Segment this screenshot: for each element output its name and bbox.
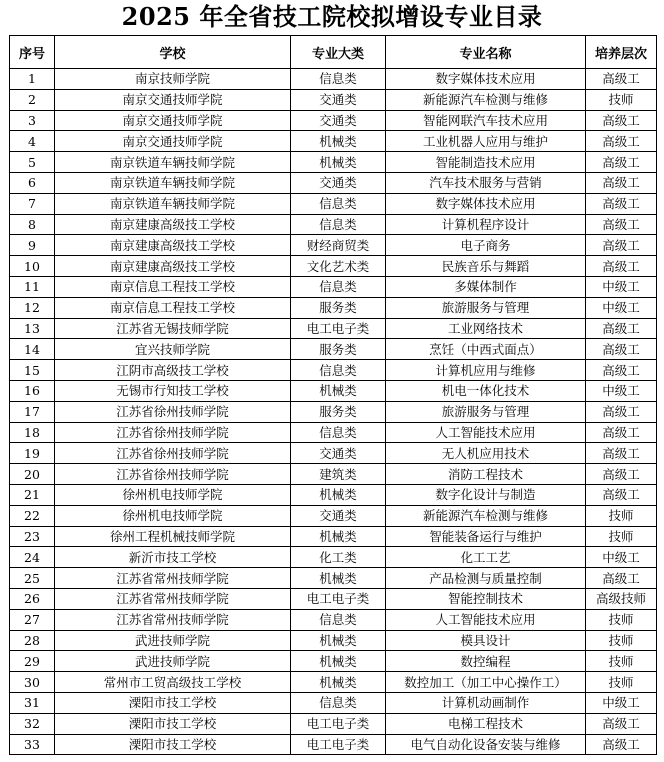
cell-major-category: 信息类	[291, 609, 386, 630]
cell-major-category: 建筑类	[291, 464, 386, 485]
cell-serial-no: 28	[10, 630, 55, 651]
header-school: 学校	[55, 36, 291, 69]
cell-major-category: 文化艺术类	[291, 256, 386, 277]
table-row	[10, 297, 657, 318]
header-major-category: 专业大类	[291, 36, 386, 69]
cell-major-name: 人工智能技术应用	[386, 422, 586, 443]
cell-major-name: 电梯工程技术	[386, 713, 586, 734]
cell-school: 江苏省徐州技师学院	[55, 464, 291, 485]
cell-training-level: 中级工	[586, 297, 657, 318]
table-row	[10, 360, 657, 381]
cell-training-level: 高级工	[586, 464, 657, 485]
cell-major-name: 机电一体化技术	[386, 380, 586, 401]
header-serial-no: 序号	[10, 36, 55, 69]
cell-serial-no: 31	[10, 692, 55, 713]
cell-serial-no: 30	[10, 672, 55, 693]
cell-school: 南京交通技师学院	[55, 131, 291, 152]
cell-serial-no: 6	[10, 172, 55, 193]
cell-major-category: 信息类	[291, 69, 386, 90]
cell-training-level: 技师	[586, 651, 657, 672]
cell-school: 南京信息工程技工学校	[55, 297, 291, 318]
cell-serial-no: 21	[10, 484, 55, 505]
cell-major-category: 机械类	[291, 651, 386, 672]
cell-serial-no: 13	[10, 318, 55, 339]
cell-school: 徐州工程机械技师学院	[55, 526, 291, 547]
cell-major-name: 旅游服务与管理	[386, 401, 586, 422]
cell-major-category: 机械类	[291, 152, 386, 173]
cell-major-name: 计算机程序设计	[386, 214, 586, 235]
cell-major-name: 电气自动化设备安装与维修	[386, 734, 586, 755]
cell-training-level: 高级工	[586, 360, 657, 381]
table-row	[10, 547, 657, 568]
cell-major-category: 机械类	[291, 630, 386, 651]
cell-training-level: 技师	[586, 609, 657, 630]
cell-serial-no: 5	[10, 152, 55, 173]
cell-school: 江苏省徐州技师学院	[55, 401, 291, 422]
cell-major-name: 工业网络技术	[386, 318, 586, 339]
cell-major-category: 信息类	[291, 422, 386, 443]
cell-major-category: 信息类	[291, 214, 386, 235]
cell-training-level: 技师	[586, 526, 657, 547]
cell-training-level: 高级工	[586, 152, 657, 173]
cell-training-level: 中级工	[586, 547, 657, 568]
cell-major-name: 智能网联汽车技术应用	[386, 110, 586, 131]
table-row	[10, 464, 657, 485]
cell-major-category: 交通类	[291, 172, 386, 193]
cell-school: 溧阳市技工学校	[55, 692, 291, 713]
cell-school: 徐州机电技师学院	[55, 505, 291, 526]
cell-major-name: 消防工程技术	[386, 464, 586, 485]
cell-serial-no: 11	[10, 276, 55, 297]
cell-major-name: 旅游服务与管理	[386, 297, 586, 318]
table-row	[10, 214, 657, 235]
cell-training-level: 高级技师	[586, 588, 657, 609]
cell-serial-no: 8	[10, 214, 55, 235]
cell-training-level: 高级工	[586, 235, 657, 256]
cell-major-name: 新能源汽车检测与维修	[386, 505, 586, 526]
cell-major-name: 数控编程	[386, 651, 586, 672]
table-row	[10, 713, 657, 734]
cell-major-name: 无人机应用技术	[386, 443, 586, 464]
cell-training-level: 高级工	[586, 401, 657, 422]
cell-school: 常州市工贸高级技工学校	[55, 672, 291, 693]
cell-school: 溧阳市技工学校	[55, 713, 291, 734]
cell-serial-no: 16	[10, 380, 55, 401]
cell-school: 江苏省无锡技师学院	[55, 318, 291, 339]
cell-training-level: 高级工	[586, 318, 657, 339]
cell-training-level: 中级工	[586, 276, 657, 297]
cell-major-category: 交通类	[291, 505, 386, 526]
cell-school: 南京交通技师学院	[55, 110, 291, 131]
cell-major-category: 电工电子类	[291, 588, 386, 609]
cell-major-name: 电子商务	[386, 235, 586, 256]
cell-major-category: 服务类	[291, 401, 386, 422]
cell-major-category: 服务类	[291, 339, 386, 360]
header-major-name: 专业名称	[386, 36, 586, 69]
cell-major-name: 智能制造技术应用	[386, 152, 586, 173]
cell-school: 武进技师学院	[55, 630, 291, 651]
cell-major-category: 信息类	[291, 360, 386, 381]
cell-training-level: 技师	[586, 672, 657, 693]
cell-school: 江苏省常州技师学院	[55, 609, 291, 630]
cell-major-name: 产品检测与质量控制	[386, 568, 586, 589]
cell-serial-no: 14	[10, 339, 55, 360]
table-row	[10, 672, 657, 693]
table-row	[10, 339, 657, 360]
cell-training-level: 高级工	[586, 484, 657, 505]
cell-serial-no: 23	[10, 526, 55, 547]
cell-training-level: 高级工	[586, 131, 657, 152]
cell-major-category: 机械类	[291, 568, 386, 589]
cell-training-level: 高级工	[586, 193, 657, 214]
cell-school: 南京铁道车辆技师学院	[55, 172, 291, 193]
cell-school: 溧阳市技工学校	[55, 734, 291, 755]
cell-major-category: 机械类	[291, 131, 386, 152]
table-row	[10, 568, 657, 589]
cell-serial-no: 9	[10, 235, 55, 256]
cell-major-name: 工业机器人应用与维护	[386, 131, 586, 152]
cell-serial-no: 25	[10, 568, 55, 589]
cell-school: 武进技师学院	[55, 651, 291, 672]
cell-major-category: 机械类	[291, 484, 386, 505]
cell-serial-no: 24	[10, 547, 55, 568]
table-row	[10, 89, 657, 110]
cell-major-category: 信息类	[291, 276, 386, 297]
cell-major-category: 信息类	[291, 193, 386, 214]
table-row	[10, 651, 657, 672]
cell-school: 南京信息工程技工学校	[55, 276, 291, 297]
cell-major-category: 机械类	[291, 672, 386, 693]
cell-school: 江阴市高级技工学校	[55, 360, 291, 381]
table-row	[10, 69, 657, 90]
cell-training-level: 高级工	[586, 713, 657, 734]
cell-major-name: 烹饪（中西式面点）	[386, 339, 586, 360]
table-row	[10, 318, 657, 339]
cell-school: 宜兴技师学院	[55, 339, 291, 360]
cell-serial-no: 33	[10, 734, 55, 755]
table-row	[10, 588, 657, 609]
cell-training-level: 中级工	[586, 692, 657, 713]
cell-major-name: 化工工艺	[386, 547, 586, 568]
cell-major-category: 电工电子类	[291, 734, 386, 755]
cell-major-name: 计算机应用与维修	[386, 360, 586, 381]
cell-school: 南京铁道车辆技师学院	[55, 193, 291, 214]
cell-serial-no: 7	[10, 193, 55, 214]
cell-serial-no: 12	[10, 297, 55, 318]
table-row	[10, 380, 657, 401]
table-row	[10, 172, 657, 193]
cell-major-name: 智能控制技术	[386, 588, 586, 609]
cell-training-level: 高级工	[586, 256, 657, 277]
table-row	[10, 235, 657, 256]
table-row	[10, 131, 657, 152]
cell-major-name: 多媒体制作	[386, 276, 586, 297]
cell-training-level: 高级工	[586, 172, 657, 193]
cell-major-name: 数字媒体技术应用	[386, 193, 586, 214]
cell-serial-no: 2	[10, 89, 55, 110]
table-row	[10, 401, 657, 422]
cell-serial-no: 15	[10, 360, 55, 381]
cell-major-category: 电工电子类	[291, 318, 386, 339]
cell-school: 江苏省徐州技师学院	[55, 443, 291, 464]
cell-school: 徐州机电技师学院	[55, 484, 291, 505]
table-header-row	[10, 36, 657, 69]
cell-training-level: 技师	[586, 505, 657, 526]
table-row	[10, 692, 657, 713]
cell-serial-no: 29	[10, 651, 55, 672]
cell-serial-no: 19	[10, 443, 55, 464]
cell-training-level: 高级工	[586, 110, 657, 131]
cell-major-name: 人工智能技术应用	[386, 609, 586, 630]
cell-school: 无锡市行知技工学校	[55, 380, 291, 401]
cell-major-category: 服务类	[291, 297, 386, 318]
cell-major-category: 交通类	[291, 443, 386, 464]
cell-training-level: 高级工	[586, 568, 657, 589]
table-row	[10, 630, 657, 651]
cell-school: 南京建康高级技工学校	[55, 214, 291, 235]
cell-major-category: 机械类	[291, 526, 386, 547]
table-row	[10, 276, 657, 297]
table-row	[10, 526, 657, 547]
table-body	[10, 69, 657, 755]
cell-training-level: 高级工	[586, 422, 657, 443]
table-row	[10, 152, 657, 173]
cell-school: 江苏省徐州技师学院	[55, 422, 291, 443]
cell-major-name: 智能装备运行与维护	[386, 526, 586, 547]
cell-training-level: 技师	[586, 89, 657, 110]
cell-major-name: 数字化设计与制造	[386, 484, 586, 505]
cell-serial-no: 27	[10, 609, 55, 630]
cell-major-name: 计算机动画制作	[386, 692, 586, 713]
cell-training-level: 技师	[586, 630, 657, 651]
table-row	[10, 443, 657, 464]
table-row	[10, 609, 657, 630]
cell-serial-no: 20	[10, 464, 55, 485]
cell-major-name: 汽车技术服务与营销	[386, 172, 586, 193]
cell-major-category: 信息类	[291, 692, 386, 713]
cell-school: 南京交通技师学院	[55, 89, 291, 110]
cell-serial-no: 10	[10, 256, 55, 277]
cell-training-level: 中级工	[586, 380, 657, 401]
cell-serial-no: 4	[10, 131, 55, 152]
table-row	[10, 193, 657, 214]
table-row	[10, 484, 657, 505]
cell-major-category: 机械类	[291, 380, 386, 401]
cell-training-level: 高级工	[586, 443, 657, 464]
cell-major-category: 交通类	[291, 110, 386, 131]
header-training-level: 培养层次	[586, 36, 657, 69]
cell-school: 江苏省常州技师学院	[55, 588, 291, 609]
cell-school: 南京技师学院	[55, 69, 291, 90]
cell-school: 江苏省常州技师学院	[55, 568, 291, 589]
cell-major-name: 新能源汽车检测与维修	[386, 89, 586, 110]
cell-major-category: 财经商贸类	[291, 235, 386, 256]
cell-training-level: 高级工	[586, 734, 657, 755]
table-row	[10, 256, 657, 277]
major-catalog-table	[9, 35, 657, 755]
cell-serial-no: 18	[10, 422, 55, 443]
cell-major-name: 民族音乐与舞蹈	[386, 256, 586, 277]
cell-school: 新沂市技工学校	[55, 547, 291, 568]
cell-major-name: 数字媒体技术应用	[386, 69, 586, 90]
table-row	[10, 110, 657, 131]
cell-serial-no: 32	[10, 713, 55, 734]
table-row	[10, 505, 657, 526]
table-row	[10, 422, 657, 443]
page-title: 2025 年全省技工院校拟增设专业目录	[121, 2, 543, 31]
cell-serial-no: 26	[10, 588, 55, 609]
cell-training-level: 高级工	[586, 214, 657, 235]
cell-training-level: 高级工	[586, 339, 657, 360]
table-row	[10, 734, 657, 755]
cell-major-category: 电工电子类	[291, 713, 386, 734]
cell-serial-no: 17	[10, 401, 55, 422]
cell-serial-no: 3	[10, 110, 55, 131]
cell-major-category: 交通类	[291, 89, 386, 110]
cell-serial-no: 1	[10, 69, 55, 90]
cell-school: 南京建康高级技工学校	[55, 235, 291, 256]
cell-major-category: 化工类	[291, 547, 386, 568]
cell-major-name: 数控加工（加工中心操作工）	[386, 672, 586, 693]
cell-serial-no: 22	[10, 505, 55, 526]
cell-major-name: 模具设计	[386, 630, 586, 651]
cell-training-level: 高级工	[586, 69, 657, 90]
cell-school: 南京建康高级技工学校	[55, 256, 291, 277]
cell-school: 南京铁道车辆技师学院	[55, 152, 291, 173]
